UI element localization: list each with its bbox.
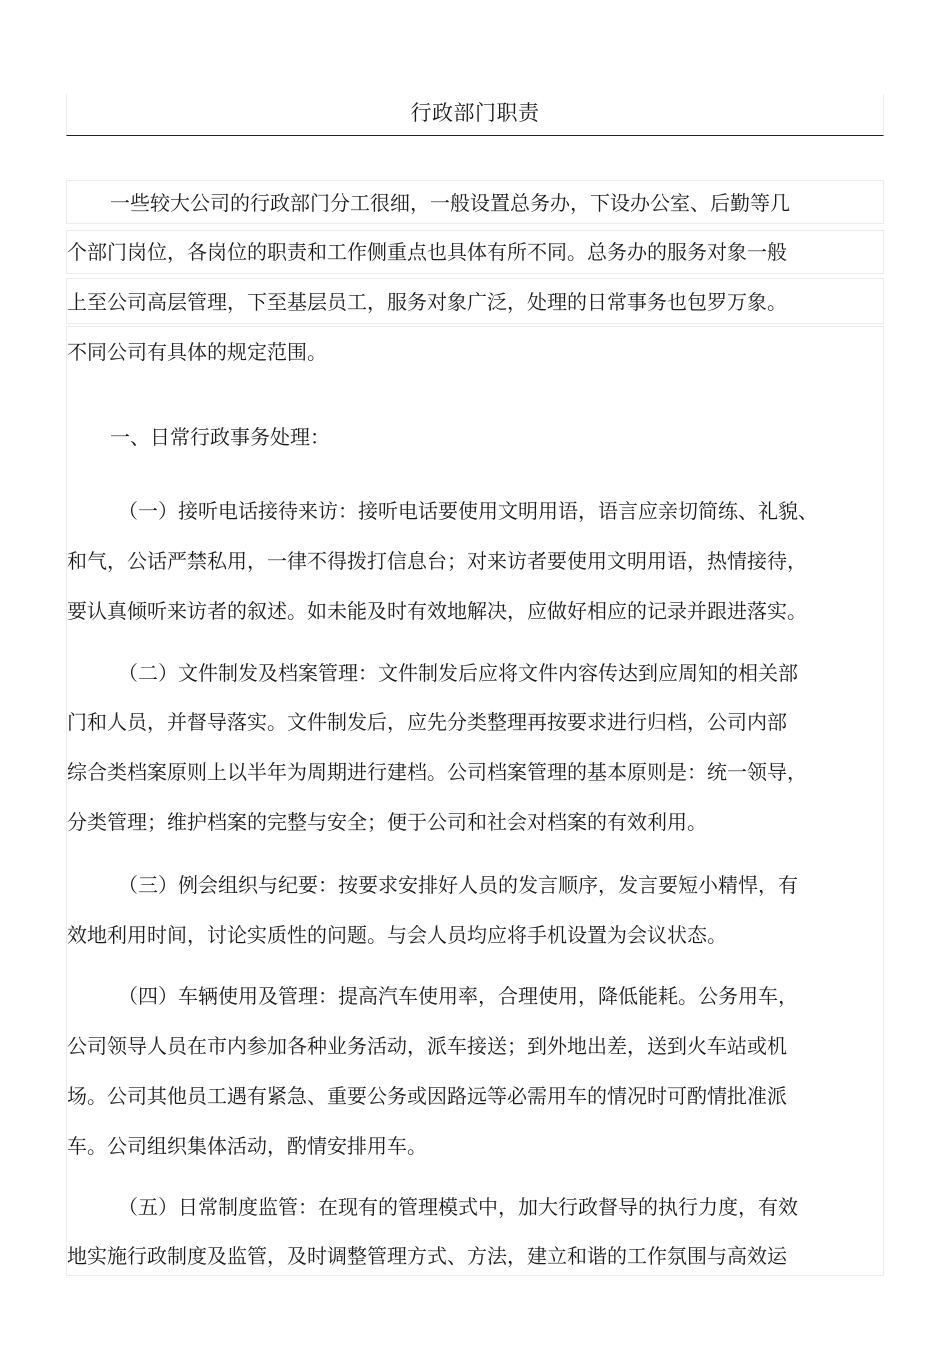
paragraph-line: 个部门岗位，各岗位的职责和工作侧重点也具体有所不同。总务办的服务对象一般 <box>67 240 787 264</box>
paragraph-line: 场。公司其他员工遇有紧急、重要公务或因路远等必需用车的情况时可酌情批准派 <box>67 1084 787 1108</box>
paragraph-line: 分类管理；维护档案的完整与安全；便于公司和社会对档案的有效利用。 <box>67 810 707 834</box>
paragraph-line: 公司领导人员在市内参加各种业务活动，派车接送；到外地出差，送到火车站或机 <box>67 1034 787 1058</box>
paragraph-line: （三）例会组织与纪要：按要求安排好人员的发言顺序，发言要短小精悍，有 <box>118 873 798 897</box>
paragraph-line: （二）文件制发及档案管理：文件制发后应将文件内容传达到应周知的相关部 <box>118 661 798 685</box>
paragraph-line: 一些较大公司的行政部门分工很细，一般设置总务办，下设办公室、后勤等几 <box>110 191 790 215</box>
paragraph-line: 要认真倾听来访者的叙述。如未能及时有效地解决，应做好相应的记录并跟进落实。 <box>67 599 807 623</box>
paragraph-line: 综合类档案原则上以半年为周期进行建档。公司档案管理的基本原则是：统一领导， <box>67 760 807 784</box>
paragraph-line: （四）车辆使用及管理：提高汽车使用率，合理使用，降低能耗。公务用车， <box>118 984 798 1008</box>
paragraph-line: （一）接听电话接待来访：接听电话要使用文明用语，语言应亲切简练、礼貌、 <box>118 499 818 523</box>
section-heading: 一、日常行政事务处理： <box>110 425 330 449</box>
page-header <box>66 94 884 136</box>
paragraph-line: 和气，公话严禁私用，一律不得拨打信息台；对来访者要使用文明用语，热情接待， <box>67 549 807 573</box>
paragraph-line: 地实施行政制度及监管，及时调整管理方式、方法，建立和谐的工作氛围与高效运 <box>67 1244 787 1268</box>
page-title: 行政部门职责 <box>410 101 540 125</box>
paragraph-line: 效地利用时间，讨论实质性的问题。与会人员均应将手机设置为会议状态。 <box>67 923 727 947</box>
paragraph-line: 上至公司高层管理，下至基层员工，服务对象广泛，处理的日常事务也包罗万象。 <box>67 290 787 314</box>
paragraph-line: 门和人员，并督导落实。文件制发后，应先分类整理再按要求进行归档，公司内部 <box>67 710 787 734</box>
paragraph-line: 不同公司有具体的规定范围。 <box>67 340 327 364</box>
paragraph-line: （五）日常制度监管：在现有的管理模式中，加大行政督导的执行力度，有效 <box>118 1195 798 1219</box>
paragraph-line: 车。公司组织集体活动，酌情安排用车。 <box>67 1134 427 1158</box>
